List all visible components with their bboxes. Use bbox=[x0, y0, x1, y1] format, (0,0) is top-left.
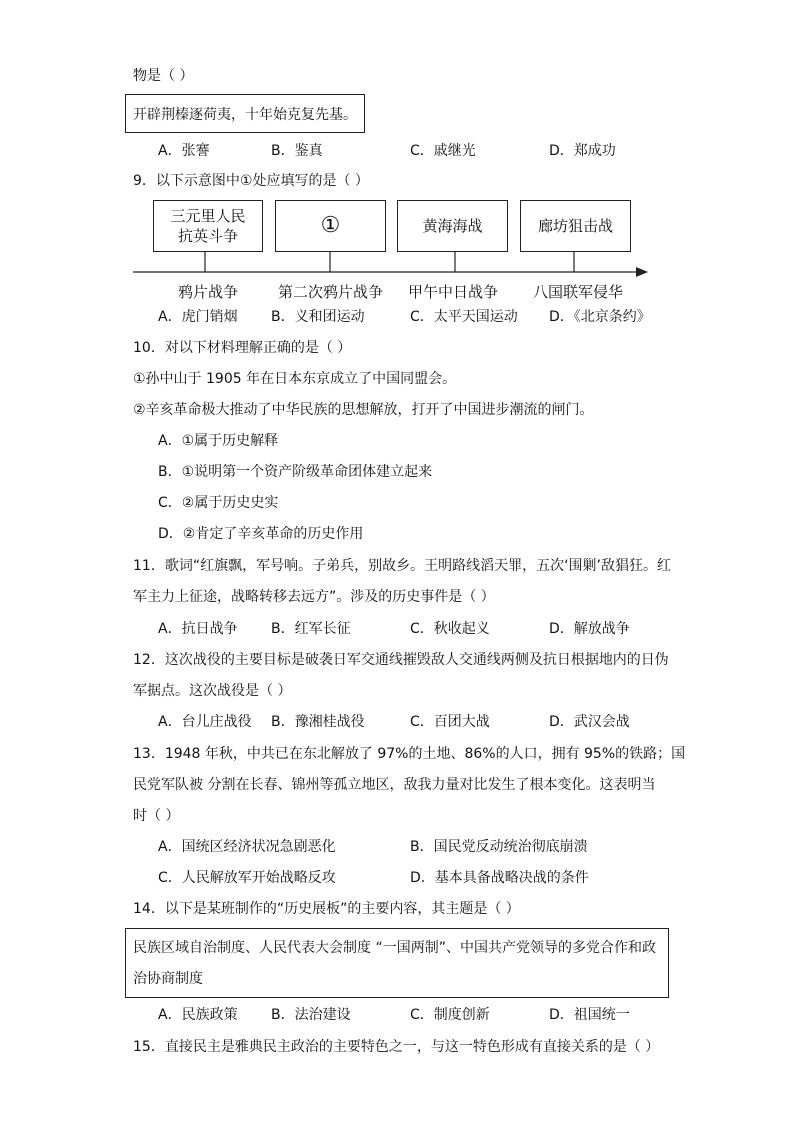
q11-option-c[interactable]: C．秋收起义 bbox=[410, 621, 490, 637]
q10-option-c[interactable]: C．②属于历史史实 bbox=[158, 495, 279, 511]
q13-stem-line-1: 13．1948 年秋，中共已在东北解放了 97%的土地、86%的人口，拥有 95%的铁路；国 bbox=[133, 746, 686, 762]
q14-stem: 14．以下是某班制作的“历史展板”的主要内容，其主题是（ ） bbox=[133, 901, 520, 917]
timeline-label-2: 第二次鸦片战争 bbox=[278, 283, 384, 301]
q8-option-b[interactable]: B．鉴真 bbox=[271, 143, 323, 159]
q8-option-c[interactable]: C．戚继光 bbox=[410, 143, 476, 159]
q11-option-d[interactable]: D．解放战争 bbox=[549, 621, 630, 637]
q11-stem-line-1: 11．歌词“红旗飘，军号响。子弟兵，别故乡。王明路线滔天罪，五次‘围剿’敌猖狂。红 bbox=[133, 558, 671, 574]
timeline-label-1: 鸦片战争 bbox=[178, 283, 239, 301]
q8-stem-tail: 物是（ ） bbox=[133, 68, 194, 84]
q10-material-1: ①孙中山于 1905 年在日本东京成立了中国同盟会。 bbox=[133, 371, 457, 387]
timeline-box-1: 三元里人民 抗英斗争 bbox=[153, 200, 263, 252]
timeline-box-4: 廊坊狙击战 bbox=[520, 200, 631, 252]
q10-option-b[interactable]: B．①说明第一个资产阶级革命团体建立起来 bbox=[158, 464, 433, 480]
q14-box-line-1: 民族区域自治制度、人民代表大会制度 “一国两制”、中国共产党领导的多党合作和政 bbox=[133, 940, 656, 956]
q9-stem: 9．以下示意图中①处应填写的是（ ） bbox=[133, 173, 369, 189]
q8-option-d[interactable]: D．郑成功 bbox=[549, 143, 616, 159]
q14-option-b[interactable]: B．法治建设 bbox=[271, 1007, 351, 1023]
q12-option-b[interactable]: B．豫湘桂战役 bbox=[271, 714, 365, 730]
timeline-label-3: 甲午中日战争 bbox=[408, 283, 499, 301]
q12-option-a[interactable]: A．台儿庄战役 bbox=[158, 714, 252, 730]
timeline-box-3: 黄海海战 bbox=[397, 200, 508, 252]
q10-stem: 10．对以下材料理解正确的是（ ） bbox=[133, 340, 352, 356]
q9-option-b[interactable]: B．义和团运动 bbox=[271, 309, 365, 325]
q8-option-a[interactable]: A．张謇 bbox=[158, 143, 210, 159]
q13-option-c[interactable]: C．人民解放军开始战略反攻 bbox=[158, 870, 336, 886]
q8-quote: 开辟荆榛逐荷夷，十年始克复先基。 bbox=[133, 107, 357, 123]
q14-option-d[interactable]: D．祖国统一 bbox=[549, 1007, 630, 1023]
q11-option-b[interactable]: B．红军长征 bbox=[271, 621, 351, 637]
q12-stem-line-1: 12．这次战役的主要目标是破袭日军交通线摧毁敌人交通线两侧及抗日根据地内的日伪 bbox=[133, 652, 669, 668]
q14-option-a[interactable]: A．民族政策 bbox=[158, 1007, 238, 1023]
q12-option-c[interactable]: C．百团大战 bbox=[410, 714, 490, 730]
q12-stem-line-2: 军据点。这次战役是（ ） bbox=[133, 683, 292, 699]
timeline-label-4: 八国联军侵华 bbox=[533, 283, 624, 301]
q14-option-c[interactable]: C．制度创新 bbox=[410, 1007, 490, 1023]
q10-material-2: ②辛亥革命极大推动了中华民族的思想解放，打开了中国进步潮流的闸门。 bbox=[133, 402, 594, 418]
q14-content-box bbox=[125, 928, 669, 998]
q9-option-d[interactable]: D．《北京条约》 bbox=[549, 309, 651, 325]
q10-option-a[interactable]: A．①属于历史解释 bbox=[158, 433, 279, 449]
q15-stem: 15．直接民主是雅典民主政治的主要特色之一，与这一特色形成有直接关系的是（ ） bbox=[133, 1039, 660, 1055]
q14-box-line-2: 治协商制度 bbox=[133, 971, 203, 987]
timeline-box-2-blank: ① bbox=[275, 200, 386, 252]
q9-option-a[interactable]: A．虎门销烟 bbox=[158, 309, 238, 325]
q13-stem-line-3: 时（ ） bbox=[133, 808, 180, 824]
q13-stem-line-2: 民党军队被 分割在长春、锦州等孤立地区，敌我力量对比发生了根本变化。这表明当 bbox=[133, 777, 656, 793]
q11-option-a[interactable]: A．抗日战争 bbox=[158, 621, 238, 637]
timeline-axis bbox=[0, 0, 794, 300]
q13-option-d[interactable]: D．基本具备战略决战的条件 bbox=[410, 870, 589, 886]
q12-option-d[interactable]: D．武汉会战 bbox=[549, 714, 630, 730]
q13-option-a[interactable]: A．国统区经济状况急剧恶化 bbox=[158, 839, 336, 855]
q13-option-b[interactable]: B．国民党反动统治彻底崩溃 bbox=[410, 839, 588, 855]
q11-stem-line-2: 军主力上征途，战略转移去远方”。涉及的历史事件是（ ） bbox=[133, 589, 495, 605]
q10-option-d[interactable]: D．②肯定了辛亥革命的历史作用 bbox=[158, 526, 364, 542]
q9-option-c[interactable]: C．太平天国运动 bbox=[410, 309, 518, 325]
